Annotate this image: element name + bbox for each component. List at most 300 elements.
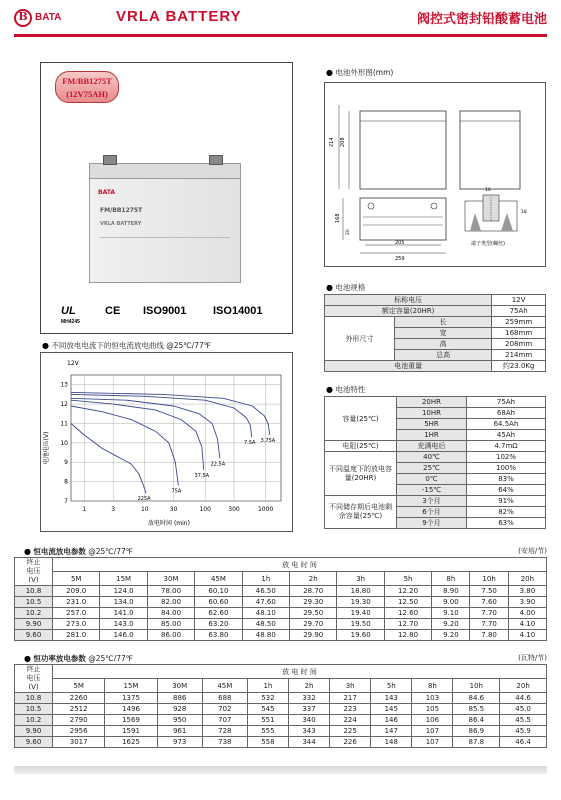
table-cell: 63.80 (195, 630, 242, 641)
table-cell: 19.50 (337, 619, 384, 630)
cp-heading-text: 恒功率放电参数 (33, 654, 86, 663)
table-cell: 558 (247, 737, 288, 748)
table-row (15, 608, 547, 619)
time-column-header: 30M (157, 679, 202, 693)
specs-heading-text: 电池规格 (335, 283, 366, 292)
table-cell: 45.0 (500, 704, 547, 715)
dim-box-height: 208 (340, 137, 346, 147)
y-tick-label: 7 (64, 498, 68, 505)
table-cell: 143.0 (100, 619, 147, 630)
battery-fine-print (100, 237, 230, 277)
table-row (15, 630, 547, 641)
table-cell: 86.00 (147, 630, 194, 641)
series-label: 3.75A (260, 438, 276, 445)
bullet-icon: ● (24, 547, 31, 556)
table-cell: 85.5 (453, 704, 500, 715)
table-cell: 18.80 (337, 586, 384, 597)
table-cell: 1591 (105, 726, 157, 737)
table-cell: 48.10 (242, 608, 289, 619)
header-line: 电压 (26, 674, 41, 682)
x-tick-label: 1 (82, 506, 87, 513)
table-cell: 9.20 (432, 619, 470, 630)
table-header-row (15, 558, 547, 572)
cc-heading-temp: @25℃/77℉ (88, 547, 133, 556)
model-rating: (12V75AH) (66, 89, 108, 99)
table-header-row (15, 665, 547, 679)
cutoff-voltage-cell: 9.60 (15, 737, 53, 748)
dim-total-height: 214 (329, 137, 335, 147)
table-cell: 4.10 (508, 619, 546, 630)
table-cell: 7.70 (470, 608, 508, 619)
table-cell: 738 (202, 737, 247, 748)
logo-text: BATA (35, 12, 62, 23)
table-cell: 106 (412, 715, 453, 726)
table-row (15, 597, 547, 608)
y-tick-label: 10 (60, 439, 68, 447)
header-line: (V) (28, 683, 39, 691)
table-cell: 48.50 (242, 619, 289, 630)
table-cell: 19.40 (337, 608, 384, 619)
header-line: 终止 (26, 558, 41, 566)
model-name: FM/BB1275T (62, 76, 112, 86)
table-cell: 62.60 (195, 608, 242, 619)
time-column-header: 2h (288, 679, 329, 693)
logo-letter: B (18, 10, 28, 23)
table-cell: 257.0 (53, 608, 100, 619)
prop-value: 102% (467, 452, 546, 463)
table-cell: 28.70 (290, 586, 337, 597)
table-cell: 961 (157, 726, 202, 737)
table-header-row (15, 572, 547, 586)
bullet-icon: ● (326, 68, 333, 77)
battery-model-label: FM/BB1275T (100, 207, 143, 214)
spec-value: 208mm (492, 339, 546, 350)
table-cell: 545 (247, 704, 288, 715)
table-cell: 60.10 (195, 586, 242, 597)
footer-bar (14, 766, 547, 774)
bullet-icon: ● (24, 654, 31, 663)
discharge-curve-svg (41, 353, 294, 533)
time-column-header: 20h (500, 679, 547, 693)
time-column-header: 20h (508, 572, 546, 586)
time-column-header: 1h (242, 572, 289, 586)
prop-key: 25℃ (397, 463, 467, 474)
bullet-icon: ● (326, 385, 333, 394)
table-cell: 7.50 (470, 586, 508, 597)
table-cell: 45.5 (500, 715, 547, 726)
table-cell: 107 (412, 726, 453, 737)
table-cell: 107 (412, 737, 453, 748)
table-row (15, 693, 547, 704)
table-cell: 273.0 (53, 619, 100, 630)
battery-type-label: VRLA BATTERY (100, 221, 142, 227)
table-cell: 2956 (53, 726, 105, 737)
properties-table (324, 396, 546, 529)
table-cell: 29.70 (290, 619, 337, 630)
page-title-cn: 阀控式密封铅酸蓄电池 (416, 12, 547, 27)
cc-heading-text: 恒电流放电参数 (33, 547, 86, 556)
table-row (325, 306, 546, 317)
prop-key: 40℃ (397, 452, 467, 463)
discharge-time-header: 放 电 时 间 (53, 665, 547, 679)
time-column-header: 10h (470, 572, 508, 586)
table-cell: 973 (157, 737, 202, 748)
cp-heading (24, 653, 133, 664)
time-column-header: 2h (290, 572, 337, 586)
table-cell: 44.6 (500, 693, 547, 704)
table-cell: 224 (330, 715, 371, 726)
table-cell: 87.8 (453, 737, 500, 748)
table-row (325, 441, 546, 452)
cutoff-voltage-cell: 10.5 (15, 704, 53, 715)
table-cell: 688 (202, 693, 247, 704)
temp-capacity-label: 不同温度下的放电容量(20HR) (325, 452, 397, 496)
prop-key: 3个月 (397, 496, 467, 507)
table-row (325, 496, 546, 507)
cc-unit: (安培/节) (518, 547, 547, 555)
table-cell: 4.00 (508, 608, 546, 619)
table-cell: 3.80 (508, 586, 546, 597)
table-cell: 707 (202, 715, 247, 726)
table-row (15, 737, 547, 748)
table-cell: 1569 (105, 715, 157, 726)
dimension-drawing (324, 82, 546, 267)
dim-terminal-width: 16 (485, 188, 491, 193)
table-cell: 7.70 (470, 619, 508, 630)
dimensions-heading (326, 67, 393, 78)
table-cell: 12.50 (384, 597, 431, 608)
table-cell: 702 (202, 704, 247, 715)
time-column-header: 1h (247, 679, 288, 693)
table-cell: 209.0 (53, 586, 100, 597)
prop-value: 4.7mΩ (467, 441, 546, 452)
prop-key: 10HR (397, 408, 467, 419)
prop-key: -15℃ (397, 485, 467, 496)
chart-x-label: 放电时间 (min) (148, 520, 190, 527)
cp-heading-temp: @25℃/77℉ (88, 654, 133, 663)
table-cell: 1496 (105, 704, 157, 715)
time-column-header: 8h (412, 679, 453, 693)
table-cell: 551 (247, 715, 288, 726)
x-tick-label: 30 (169, 506, 178, 513)
table-cell: 63.20 (195, 619, 242, 630)
table-cell: 143 (371, 693, 412, 704)
table-cell: 134.0 (100, 597, 147, 608)
spec-dims-label: 外形尺寸 (325, 317, 395, 361)
specs-table (324, 294, 546, 372)
table-cell: 9.00 (432, 597, 470, 608)
table-row (15, 715, 547, 726)
series-label: 7.5A (244, 440, 256, 447)
time-column-header: 8h (432, 572, 470, 586)
spec-label: 长 (395, 317, 492, 328)
table-cell: 105 (412, 704, 453, 715)
battery-case (89, 178, 241, 283)
cutoff-voltage-cell: 9.90 (15, 726, 53, 737)
x-tick-label: 10 (140, 506, 149, 513)
table-cell: 145 (371, 704, 412, 715)
table-cell: 7.80 (470, 630, 508, 641)
dimensions-heading-text: 电池外形图(mm) (335, 68, 394, 77)
dim-total-width: 259 (395, 256, 405, 262)
table-row (325, 317, 546, 328)
table-cell: 231.0 (53, 597, 100, 608)
table-cell: 950 (157, 715, 202, 726)
table-cell: 1375 (105, 693, 157, 704)
chart-y-label: 电池电压(V) (43, 431, 50, 465)
table-cell: 3017 (53, 737, 105, 748)
product-photo-panel (40, 62, 293, 334)
table-cell: 84.00 (147, 608, 194, 619)
table-cell: 9.20 (432, 630, 470, 641)
spec-value: 75Ah (492, 306, 546, 317)
table-row (325, 452, 546, 463)
table-cell: 226 (330, 737, 371, 748)
constant-current-table (14, 557, 547, 641)
series-label: 22.5A (210, 461, 226, 468)
table-cell: 225 (330, 726, 371, 737)
prop-value: 68Ah (467, 408, 546, 419)
prop-key: 5HR (397, 419, 467, 430)
table-cell: 85.00 (147, 619, 194, 630)
table-row (15, 726, 547, 737)
plot-area (71, 375, 281, 501)
table-row (325, 361, 546, 372)
table-cell: 217 (330, 693, 371, 704)
cutoff-voltage-cell: 10.2 (15, 715, 53, 726)
terminal-negative (103, 155, 117, 165)
table-cell: 343 (288, 726, 329, 737)
cutoff-voltage-cell: 10.5 (15, 597, 53, 608)
prop-value: 45Ah (467, 430, 546, 441)
table-cell: 146.0 (100, 630, 147, 641)
table-cell: 148 (371, 737, 412, 748)
series-label: 225A (137, 496, 151, 503)
cutoff-voltage-header (15, 665, 53, 693)
bullet-icon: ● (42, 341, 49, 350)
x-tick-label: 3 (111, 506, 116, 513)
prop-key: 0℃ (397, 474, 467, 485)
table-cell: 103 (412, 693, 453, 704)
dim-inner-width: 205 (395, 240, 405, 246)
battery-image (89, 163, 241, 283)
model-badge (55, 71, 119, 103)
prop-key: 6个月 (397, 507, 467, 518)
table-row (325, 397, 546, 408)
discharge-curve-chart (40, 352, 293, 532)
table-cell: 46.4 (500, 737, 547, 748)
spec-value: 约23.0Kg (492, 361, 546, 372)
table-row (325, 295, 546, 306)
table-row (15, 619, 547, 630)
prop-value: 64.5Ah (467, 419, 546, 430)
spec-label: 额定容量(20HR) (325, 306, 492, 317)
iso14001-mark: ISO14001 (213, 305, 263, 317)
y-tick-label: 8 (64, 478, 68, 486)
ul-mark-icon: UL (61, 305, 76, 317)
terminal-type-label: 端子类型(螺丝) (471, 241, 505, 247)
table-cell: 48.80 (242, 630, 289, 641)
table-cell: 2790 (53, 715, 105, 726)
table-cell: 86.9 (453, 726, 500, 737)
table-cell: 82.00 (147, 597, 194, 608)
table-cell: 12.20 (384, 586, 431, 597)
table-cell: 19.30 (337, 597, 384, 608)
series-label: 75A (171, 488, 182, 495)
cutoff-voltage-cell: 9.90 (15, 619, 53, 630)
table-row (15, 704, 547, 715)
table-cell: 728 (202, 726, 247, 737)
table-cell: 19.60 (337, 630, 384, 641)
resistance-label: 电阻(25℃) (325, 441, 397, 452)
table-cell: 60.60 (195, 597, 242, 608)
cutoff-voltage-header (15, 558, 53, 586)
table-cell: 147 (371, 726, 412, 737)
cutoff-voltage-cell: 9.60 (15, 630, 53, 641)
prop-key: 1HR (397, 430, 467, 441)
spec-label: 总高 (395, 350, 492, 361)
table-cell: 12.60 (384, 608, 431, 619)
brand-logo (14, 9, 76, 27)
x-tick-label: 300 (228, 506, 240, 513)
time-column-header: 45M (202, 679, 247, 693)
table-cell: 337 (288, 704, 329, 715)
prop-key: 20HR (397, 397, 467, 408)
table-cell: 29.90 (290, 630, 337, 641)
chart-grid (71, 375, 281, 501)
table-cell: 928 (157, 704, 202, 715)
page-title: VRLA BATTERY (116, 8, 242, 25)
time-column-header: 5h (384, 572, 431, 586)
time-column-header: 5M (53, 679, 105, 693)
table-cell: 12.80 (384, 630, 431, 641)
series-label: 37.5A (194, 472, 210, 479)
spec-value: 12V (492, 295, 546, 306)
table-cell: 124.0 (100, 586, 147, 597)
curve-heading (42, 340, 211, 351)
table-cell: 7.60 (470, 597, 508, 608)
properties-heading (326, 384, 365, 395)
header-line: (V) (28, 576, 39, 584)
battery-logo: BATA (98, 189, 116, 196)
spec-value: 259mm (492, 317, 546, 328)
header-line: 终止 (26, 665, 41, 673)
x-tick-label: 1000 (257, 506, 274, 513)
spec-value: 214mm (492, 350, 546, 361)
spec-label: 宽 (395, 328, 492, 339)
specs-heading (326, 282, 365, 293)
cutoff-voltage-cell: 10.8 (15, 693, 53, 704)
table-cell: 12.70 (384, 619, 431, 630)
table-cell: 29.30 (290, 597, 337, 608)
table-cell: 4.10 (508, 630, 546, 641)
storage-label: 不同储存期后电池剩余容量(25℃) (325, 496, 397, 529)
capacity-label: 容量(25℃) (325, 397, 397, 441)
spec-value: 168mm (492, 328, 546, 339)
spec-label: 电池重量 (325, 361, 492, 372)
table-cell: 555 (247, 726, 288, 737)
table-cell: 223 (330, 704, 371, 715)
cutoff-voltage-cell: 10.2 (15, 608, 53, 619)
header-line: 电压 (26, 567, 41, 575)
y-tick-label: 13 (60, 381, 68, 389)
table-cell: 84.6 (453, 693, 500, 704)
terminal-positive (209, 155, 223, 165)
table-header-row (15, 679, 547, 693)
table-cell: 886 (157, 693, 202, 704)
ce-mark: CE (105, 305, 121, 317)
time-column-header: 3h (337, 572, 384, 586)
prop-value: 63% (467, 518, 546, 529)
battery-lid (89, 163, 241, 179)
iso9001-mark: ISO9001 (143, 305, 187, 317)
time-column-header: 5M (53, 572, 100, 586)
spec-label: 标称电压 (325, 295, 492, 306)
table-cell: 281.0 (53, 630, 100, 641)
cutoff-voltage-cell: 10.8 (15, 586, 53, 597)
constant-power-table (14, 664, 547, 748)
y-tick-label: 12 (60, 401, 68, 409)
ul-code: MH4245 (61, 319, 80, 325)
prop-value: 64% (467, 485, 546, 496)
prop-value: 75Ah (467, 397, 546, 408)
chart-unit-label: 12V (67, 360, 79, 367)
curve-heading-text: 不同放电电流下的恒电流放电曲线 @25℃/77℉ (51, 341, 211, 350)
properties-heading-text: 电池特性 (335, 385, 366, 394)
table-cell: 141.0 (100, 608, 147, 619)
time-column-header: 15M (105, 679, 157, 693)
table-cell: 2260 (53, 693, 105, 704)
table-cell: 78.00 (147, 586, 194, 597)
spec-label: 高 (395, 339, 492, 350)
table-cell: 146 (371, 715, 412, 726)
y-tick-label: 11 (60, 420, 68, 428)
prop-value: 91% (467, 496, 546, 507)
header-divider (14, 34, 547, 37)
y-tick-label: 9 (64, 459, 68, 467)
prop-value: 83% (467, 474, 546, 485)
table-cell: 2512 (53, 704, 105, 715)
table-cell: 47.60 (242, 597, 289, 608)
table-cell: 46.50 (242, 586, 289, 597)
table-row (15, 586, 547, 597)
prop-key: 9个月 (397, 518, 467, 529)
table-cell: 9.10 (432, 608, 470, 619)
prop-value: 100% (467, 463, 546, 474)
dim-side-small: 20 (346, 229, 351, 235)
time-column-header: 45M (195, 572, 242, 586)
table-cell: 344 (288, 737, 329, 748)
table-cell: 3.90 (508, 597, 546, 608)
time-column-header: 10h (453, 679, 500, 693)
cc-heading (24, 546, 133, 557)
prop-key: 充满电后 (397, 441, 467, 452)
prop-value: 82% (467, 507, 546, 518)
cp-unit: (瓦特/节) (518, 654, 547, 662)
table-cell: 532 (247, 693, 288, 704)
table-cell: 332 (288, 693, 329, 704)
bullet-icon: ● (326, 283, 333, 292)
dimension-diagram-svg (325, 83, 547, 268)
time-column-header: 3h (330, 679, 371, 693)
table-cell: 8.90 (432, 586, 470, 597)
table-cell: 340 (288, 715, 329, 726)
time-column-header: 5h (371, 679, 412, 693)
time-column-header: 15M (100, 572, 147, 586)
time-column-header: 30M (147, 572, 194, 586)
table-cell: 29.50 (290, 608, 337, 619)
table-cell: 45.9 (500, 726, 547, 737)
